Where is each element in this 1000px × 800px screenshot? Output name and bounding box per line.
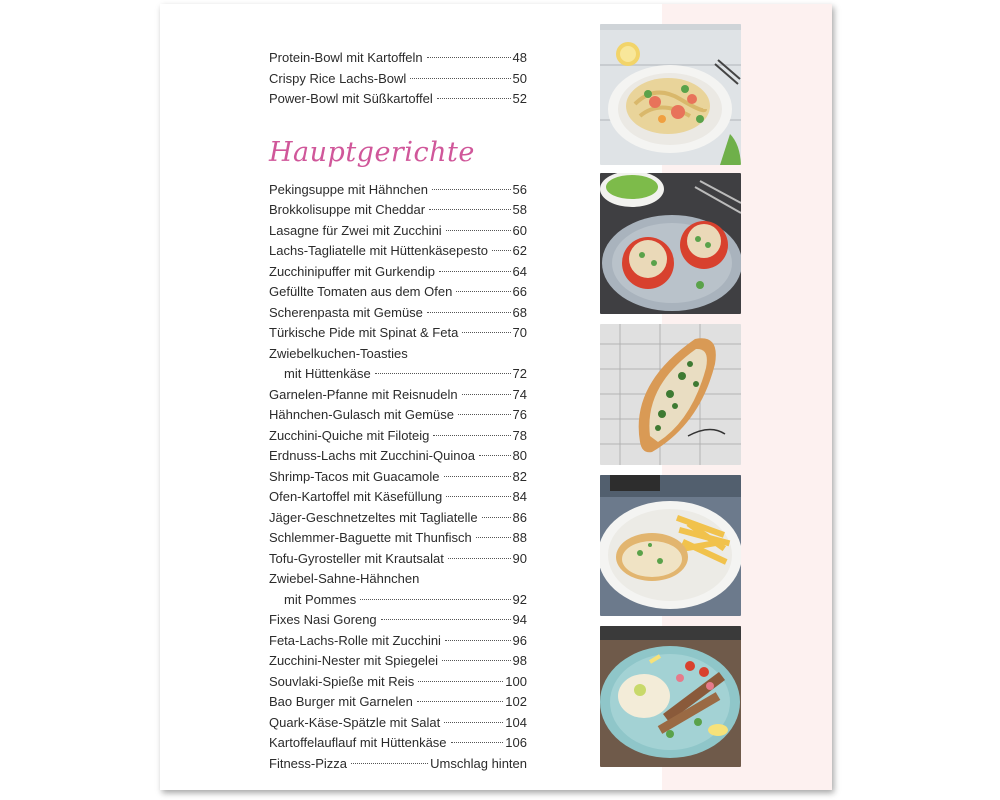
toc-entry [269, 303, 527, 324]
toc-leader-dots [427, 312, 511, 313]
toc-entry [269, 549, 527, 570]
toc-entry [269, 713, 527, 734]
toc-leader-dots [451, 742, 504, 743]
toc-leader-dots [445, 640, 511, 641]
toc-entry-page: 102 [505, 694, 527, 709]
toc-entry-page: 86 [512, 509, 527, 525]
toc-entry-page: 68 [512, 304, 527, 320]
toc-leader-dots [360, 599, 510, 600]
toc-leader-dots [418, 681, 503, 682]
toc-entry-title: Zucchinipuffer mit Gurkendip [269, 263, 435, 279]
toc-leader-dots [417, 701, 504, 702]
toc-entry-title: Feta-Lachs-Rolle mit Zucchini [269, 632, 441, 648]
table-of-contents [269, 48, 527, 774]
photo-souvlaki-rice [600, 626, 741, 767]
toc-entry-title: mit Pommes [284, 591, 357, 607]
toc-entry-title: Quark-Käse-Spätzle mit Salat [269, 714, 441, 730]
toc-entry [269, 385, 527, 406]
toc-entry-page: 48 [512, 50, 527, 65]
toc-entry [269, 69, 527, 90]
intro-entry-list [269, 48, 527, 110]
toc-entry [269, 631, 527, 652]
toc-entry-title: Zucchini-Nester mit Spiegelei [269, 653, 439, 668]
toc-entry [269, 200, 527, 221]
toc-entry [269, 733, 527, 754]
toc-entry [269, 282, 527, 303]
toc-entry-title: Fixes Nasi Goreng [269, 612, 377, 627]
toc-entry-title: Bao Burger mit Garnelen [269, 694, 413, 709]
toc-entry-page: 106 [505, 735, 527, 750]
toc-leader-dots [456, 291, 510, 292]
toc-entry-title: mit Hüttenkäse [284, 366, 371, 381]
toc-entry-page: 76 [512, 407, 527, 422]
photo-stuffed-tomatoes [600, 173, 741, 314]
toc-entry-page: 70 [512, 325, 527, 340]
toc-entry [269, 446, 527, 467]
toc-entry [269, 323, 527, 344]
toc-entry [269, 180, 527, 201]
toc-entry-title: Schlemmer-Baguette mit Thunfisch [269, 530, 472, 545]
toc-entry-page: 80 [512, 448, 527, 463]
toc-entry [269, 262, 527, 283]
toc-leader-dots [444, 722, 503, 723]
souvlaki-rice-icon [600, 626, 741, 767]
toc-entry-page: 98 [512, 653, 527, 668]
toc-entry-title: Brokkolisuppe mit Cheddar [269, 202, 426, 217]
photo-schnitzel-fries [600, 475, 741, 616]
toc-entry-title: Erdnuss-Lachs mit Zucchini-Quinoa [269, 448, 475, 463]
toc-leader-dots [427, 57, 511, 58]
toc-entry-page: 58 [512, 202, 527, 217]
photo-pide [600, 324, 741, 465]
toc-entry-title: Protein-Bowl mit Kartoffeln [269, 50, 423, 65]
toc-entry [269, 467, 527, 488]
toc-entry [269, 48, 527, 69]
toc-leader-dots [458, 414, 511, 415]
toc-entry-title: Fitness-Pizza [269, 755, 348, 771]
toc-entry-page: 92 [512, 591, 527, 607]
toc-entry [269, 241, 527, 262]
toc-leader-dots [446, 496, 510, 497]
schnitzel-fries-icon [600, 475, 741, 616]
toc-entry-title: Tofu-Gyrosteller mit Krautsalat [269, 550, 444, 566]
toc-leader-dots [437, 98, 511, 99]
toc-entry [269, 672, 527, 693]
toc-entry [269, 221, 527, 242]
stuffed-tomatoes-icon [600, 173, 741, 314]
toc-entry-title: Kartoffelauflauf mit Hüttenkäse [269, 735, 447, 750]
toc-entry-title: Gefüllte Tomaten aus dem Ofen [269, 284, 453, 299]
toc-entry-title: Zwiebelkuchen-Toasties [269, 345, 408, 361]
toc-entry-title: Jäger-Geschnetzeltes mit Tagliatelle [269, 509, 478, 525]
toc-entry-page: 72 [512, 366, 527, 381]
toc-entry-page: 64 [512, 263, 527, 279]
toc-leader-dots [432, 189, 511, 190]
toc-entry-title: Türkische Pide mit Spinat & Feta [269, 325, 459, 340]
toc-entry-title: Souvlaki-Spieße mit Reis [269, 673, 415, 689]
pide-flatbread-icon [600, 324, 741, 465]
toc-leader-dots [351, 763, 428, 764]
toc-entry-page: 88 [512, 530, 527, 545]
toc-entry-page: 50 [512, 70, 527, 86]
toc-leader-dots [433, 435, 510, 436]
toc-leader-dots [381, 619, 511, 620]
toc-entry-title: Garnelen-Pfanne mit Reisnudeln [269, 386, 458, 402]
toc-leader-dots [439, 271, 511, 272]
toc-entry-title: Scherenpasta mit Gemüse [269, 304, 423, 320]
toc-entry-page: 82 [512, 468, 527, 484]
toc-entry [269, 405, 527, 426]
toc-entry-page: 60 [512, 222, 527, 238]
toc-entry [269, 692, 527, 713]
toc-entry [269, 89, 527, 110]
toc-entry [269, 610, 527, 631]
toc-entry-title: Pekingsuppe mit Hähnchen [269, 181, 428, 197]
toc-entry-page: 94 [512, 612, 527, 627]
toc-leader-dots [375, 373, 511, 374]
toc-entry-title: Power-Bowl mit Süßkartoffel [269, 91, 433, 106]
toc-leader-dots [448, 558, 511, 559]
toc-leader-dots [479, 455, 511, 456]
toc-entry [269, 754, 527, 775]
toc-entry-page: 100 [505, 673, 527, 689]
toc-entry-title: Lachs-Tagliatelle mit Hüttenkäsepesto [269, 243, 488, 258]
toc-leader-dots [410, 78, 510, 79]
photo-pasta-salmon [600, 24, 741, 165]
toc-entry-title: Hähnchen-Gulasch mit Gemüse [269, 407, 454, 422]
toc-entry-page: 56 [512, 181, 527, 197]
toc-entry-page: 66 [512, 284, 527, 299]
toc-leader-dots [446, 230, 511, 231]
toc-entry-title: Zucchini-Quiche mit Filoteig [269, 427, 430, 443]
toc-entry [269, 508, 527, 529]
toc-entry-page: Umschlag hinten [430, 755, 527, 771]
toc-leader-dots [482, 517, 511, 518]
toc-entry [269, 569, 527, 590]
pasta-salmon-dish-icon [600, 24, 741, 165]
toc-entry [269, 344, 527, 365]
book-page [160, 4, 832, 790]
toc-leader-dots [492, 250, 511, 251]
toc-entry [269, 426, 527, 447]
toc-entry-page: 104 [505, 714, 527, 730]
toc-entry-page: 52 [512, 91, 527, 106]
toc-entry-page: 62 [512, 243, 527, 258]
toc-entry [269, 651, 527, 672]
toc-entry-page: 74 [512, 386, 527, 402]
toc-leader-dots [442, 660, 510, 661]
toc-leader-dots [462, 332, 510, 333]
toc-entry-page: 90 [512, 550, 527, 566]
toc-leader-dots [429, 209, 510, 210]
toc-entry-page: 96 [512, 632, 527, 648]
main-entry-list [269, 180, 527, 775]
toc-entry-title: Zwiebel-Sahne-Hähnchen [269, 571, 420, 586]
toc-entry [269, 528, 527, 549]
toc-entry [269, 487, 527, 508]
section-heading: Hauptgerichte [269, 136, 475, 168]
toc-entry-title: Lasagne für Zwei mit Zucchini [269, 222, 442, 238]
toc-leader-dots [476, 537, 511, 538]
toc-entry-title: Crispy Rice Lachs-Bowl [269, 70, 407, 86]
toc-entry-page: 84 [512, 489, 527, 504]
toc-entry-page: 78 [512, 427, 527, 443]
toc-entry [269, 364, 527, 385]
toc-leader-dots [444, 476, 511, 477]
toc-entry-title: Shrimp-Tacos mit Guacamole [269, 468, 440, 484]
toc-entry-title: Ofen-Kartoffel mit Käsefüllung [269, 489, 443, 504]
toc-leader-dots [462, 394, 511, 395]
toc-entry [269, 590, 527, 611]
